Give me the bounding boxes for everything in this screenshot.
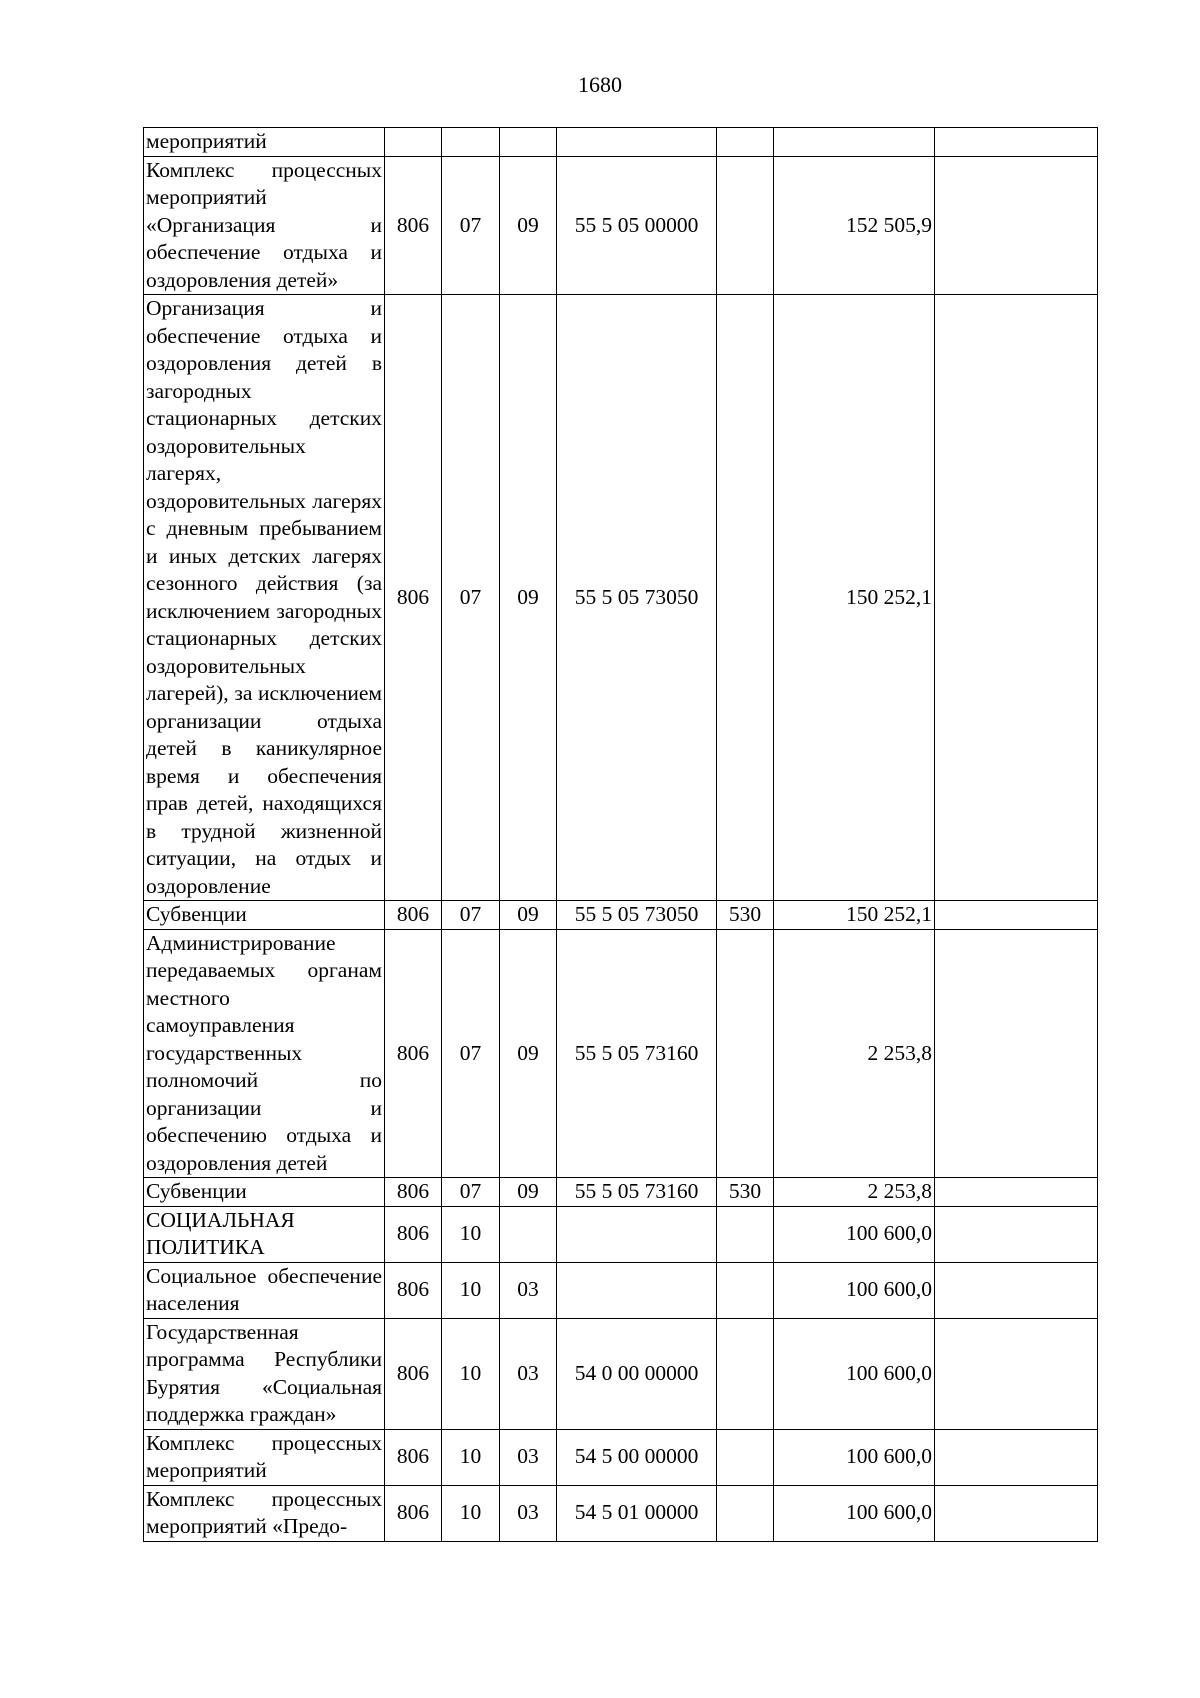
target-article-cell: 54 5 00 00000 bbox=[557, 1429, 717, 1485]
target-article-cell: 55 5 05 00000 bbox=[557, 156, 717, 295]
row-name-cell: Государственная программа Республики Бурятия «Социальная поддержка граждан» bbox=[144, 1318, 385, 1429]
target-article-cell bbox=[557, 128, 717, 157]
extra-cell bbox=[935, 295, 1098, 901]
amount-cell: 150 252,1 bbox=[774, 295, 935, 901]
subsection-code-cell: 09 bbox=[500, 929, 557, 1178]
ved-code-cell bbox=[385, 128, 442, 157]
amount-cell: 100 600,0 bbox=[774, 1206, 935, 1262]
amount-cell bbox=[774, 128, 935, 157]
section-code-cell: 07 bbox=[442, 929, 500, 1178]
ved-code-cell: 806 bbox=[385, 1318, 442, 1429]
ved-code-cell: 806 bbox=[385, 1429, 442, 1485]
expense-type-cell bbox=[717, 1485, 774, 1541]
table-row bbox=[144, 1262, 1098, 1318]
ved-code-cell: 806 bbox=[385, 156, 442, 295]
table-row bbox=[144, 1178, 1098, 1207]
row-name-cell: СОЦИАЛЬНАЯ ПОЛИТИКА bbox=[144, 1206, 385, 1262]
expense-type-cell bbox=[717, 929, 774, 1178]
ved-code-cell: 806 bbox=[385, 1262, 442, 1318]
row-name-cell: Комплекс процессных мероприятий «Организация и обеспечение отдыха и оздоровления детей» bbox=[144, 156, 385, 295]
extra-cell bbox=[935, 1429, 1098, 1485]
target-article-cell: 55 5 05 73050 bbox=[557, 901, 717, 930]
subsection-code-cell bbox=[500, 1206, 557, 1262]
extra-cell bbox=[935, 1318, 1098, 1429]
expense-type-cell bbox=[717, 128, 774, 157]
section-code-cell: 07 bbox=[442, 901, 500, 930]
target-article-cell: 55 5 05 73160 bbox=[557, 1178, 717, 1207]
row-name-cell: Администрирование передаваемых органам местного самоуправления государственных полномочий по организации и обеспечению отдыха и оздоровления детей bbox=[144, 929, 385, 1178]
ved-code-cell: 806 bbox=[385, 901, 442, 930]
extra-cell bbox=[935, 1178, 1098, 1207]
subsection-code-cell bbox=[500, 128, 557, 157]
ved-code-cell: 806 bbox=[385, 929, 442, 1178]
subsection-code-cell: 03 bbox=[500, 1485, 557, 1541]
amount-cell: 100 600,0 bbox=[774, 1262, 935, 1318]
target-article-cell bbox=[557, 1262, 717, 1318]
extra-cell bbox=[935, 1262, 1098, 1318]
table-row bbox=[144, 1429, 1098, 1485]
section-code-cell: 10 bbox=[442, 1429, 500, 1485]
row-name-cell: Комплекс процессных мероприятий bbox=[144, 1429, 385, 1485]
amount-cell: 2 253,8 bbox=[774, 929, 935, 1178]
budget-table-body bbox=[144, 128, 1098, 1542]
subsection-code-cell: 09 bbox=[500, 901, 557, 930]
subsection-code-cell: 03 bbox=[500, 1262, 557, 1318]
expense-type-cell bbox=[717, 1429, 774, 1485]
row-name-cell: Субвенции bbox=[144, 1178, 385, 1207]
target-article-cell: 54 0 00 00000 bbox=[557, 1318, 717, 1429]
section-code-cell bbox=[442, 128, 500, 157]
extra-cell bbox=[935, 901, 1098, 930]
expense-type-cell bbox=[717, 1262, 774, 1318]
target-article-cell bbox=[557, 1206, 717, 1262]
expense-type-cell: 530 bbox=[717, 1178, 774, 1207]
section-code-cell: 10 bbox=[442, 1206, 500, 1262]
table-row bbox=[144, 128, 1098, 157]
row-name-cell: Организация и обеспечение отдыха и оздоровления детей в загородных стационарных детских оздоровительных лагерях, оздоровительных лагерях с дневным пребыванием и иных детских лагерях сезонного действия (за исключением загородных стационарных детских оздоровительных лагерей), за исключением организации отдыха детей в каникулярное время и обеспечения прав детей, находящихся в трудной жизненной ситуации, на отдых и оздоровление bbox=[144, 295, 385, 901]
extra-cell bbox=[935, 1206, 1098, 1262]
subsection-code-cell: 09 bbox=[500, 295, 557, 901]
table-row bbox=[144, 1318, 1098, 1429]
section-code-cell: 07 bbox=[442, 295, 500, 901]
section-code-cell: 10 bbox=[442, 1318, 500, 1429]
table-row bbox=[144, 901, 1098, 930]
target-article-cell: 55 5 05 73160 bbox=[557, 929, 717, 1178]
section-code-cell: 07 bbox=[442, 1178, 500, 1207]
amount-cell: 100 600,0 bbox=[774, 1485, 935, 1541]
section-code-cell: 10 bbox=[442, 1485, 500, 1541]
budget-table bbox=[143, 127, 1098, 1542]
subsection-code-cell: 09 bbox=[500, 1178, 557, 1207]
subsection-code-cell: 03 bbox=[500, 1318, 557, 1429]
row-name-cell: Субвенции bbox=[144, 901, 385, 930]
target-article-cell: 55 5 05 73050 bbox=[557, 295, 717, 901]
table-row bbox=[144, 929, 1098, 1178]
amount-cell: 150 252,1 bbox=[774, 901, 935, 930]
ved-code-cell: 806 bbox=[385, 1178, 442, 1207]
table-row bbox=[144, 156, 1098, 295]
amount-cell: 100 600,0 bbox=[774, 1318, 935, 1429]
target-article-cell: 54 5 01 00000 bbox=[557, 1485, 717, 1541]
expense-type-cell bbox=[717, 295, 774, 901]
table-row bbox=[144, 295, 1098, 901]
section-code-cell: 07 bbox=[442, 156, 500, 295]
amount-cell: 152 505,9 bbox=[774, 156, 935, 295]
row-name-cell: Комплекс процессных мероприятий «Предо- bbox=[144, 1485, 385, 1541]
table-row bbox=[144, 1485, 1098, 1541]
ved-code-cell: 806 bbox=[385, 295, 442, 901]
extra-cell bbox=[935, 1485, 1098, 1541]
extra-cell bbox=[935, 929, 1098, 1178]
expense-type-cell bbox=[717, 1206, 774, 1262]
page-number: 1680 bbox=[578, 72, 622, 97]
table-row bbox=[144, 1206, 1098, 1262]
amount-cell: 2 253,8 bbox=[774, 1178, 935, 1207]
ved-code-cell: 806 bbox=[385, 1206, 442, 1262]
subsection-code-cell: 09 bbox=[500, 156, 557, 295]
section-code-cell: 10 bbox=[442, 1262, 500, 1318]
amount-cell: 100 600,0 bbox=[774, 1429, 935, 1485]
extra-cell bbox=[935, 156, 1098, 295]
expense-type-cell: 530 bbox=[717, 901, 774, 930]
row-name-cell: мероприятий bbox=[144, 128, 385, 157]
subsection-code-cell: 03 bbox=[500, 1429, 557, 1485]
expense-type-cell bbox=[717, 1318, 774, 1429]
row-name-cell: Социальное обеспечение населения bbox=[144, 1262, 385, 1318]
extra-cell bbox=[935, 128, 1098, 157]
ved-code-cell: 806 bbox=[385, 1485, 442, 1541]
expense-type-cell bbox=[717, 156, 774, 295]
